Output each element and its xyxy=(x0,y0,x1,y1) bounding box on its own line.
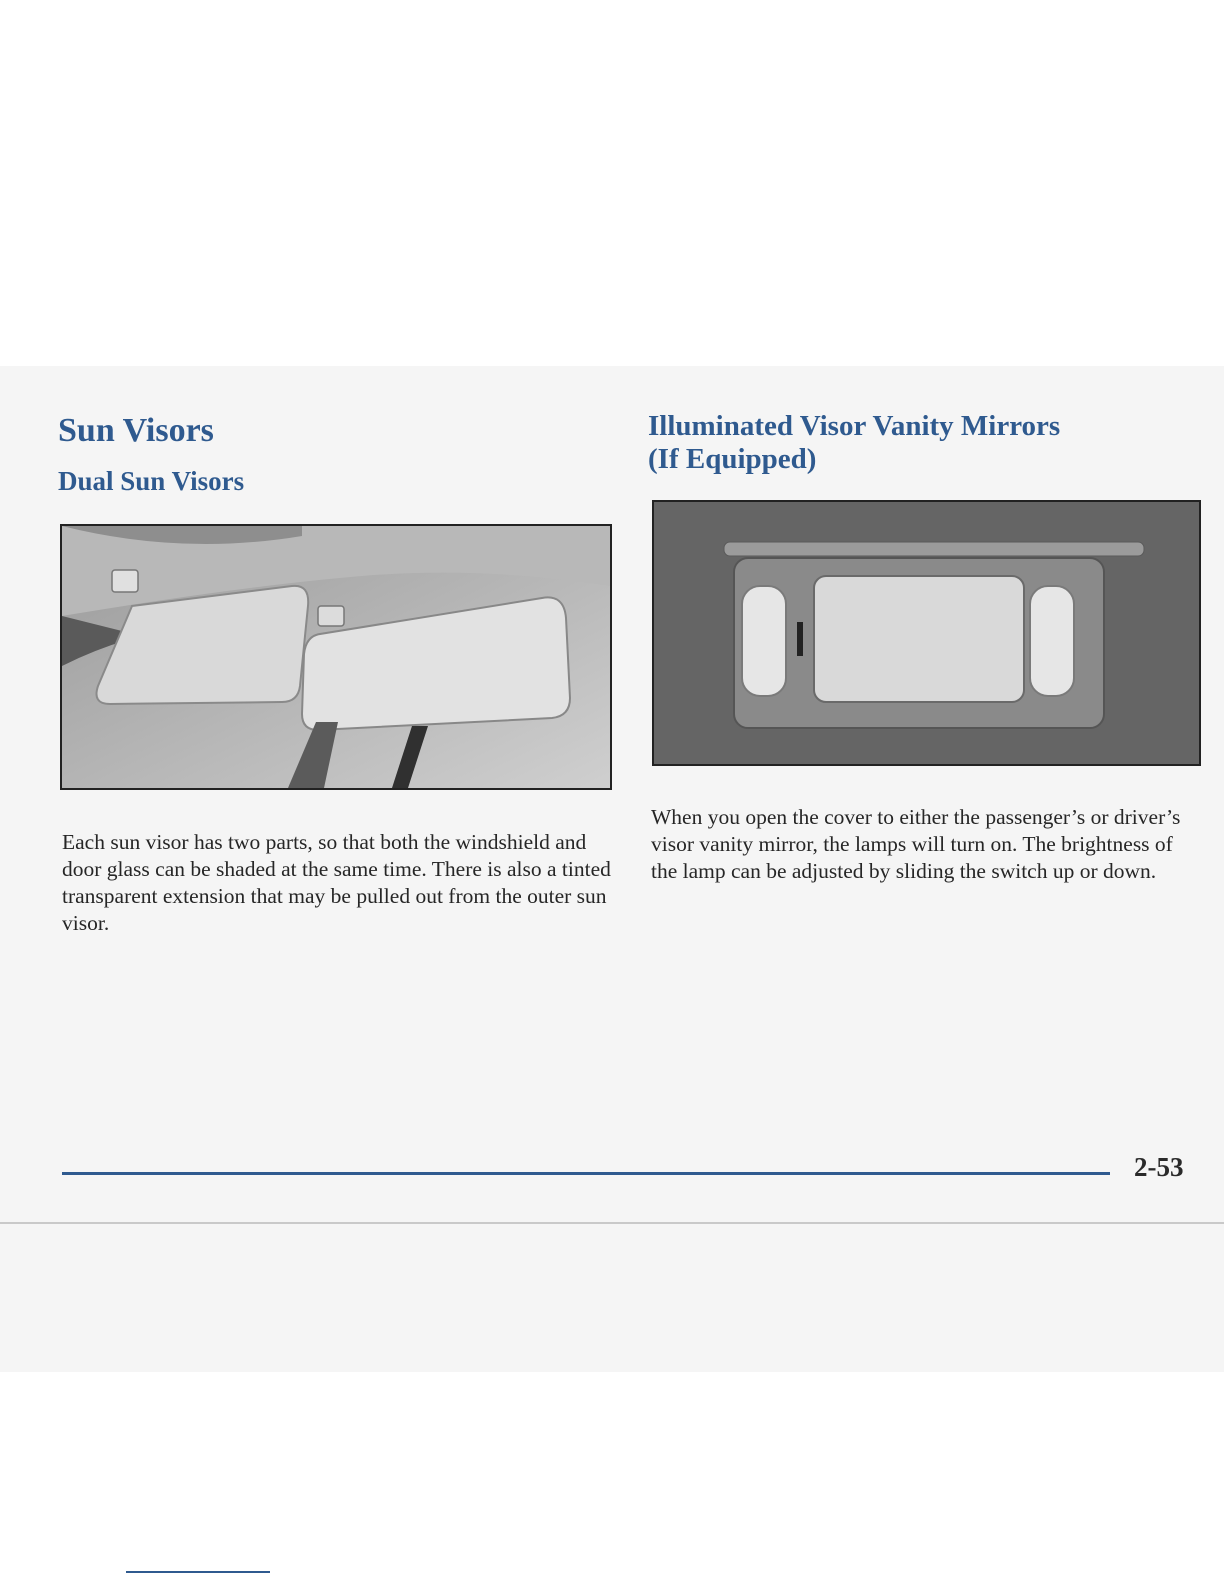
bottom-link-underline xyxy=(126,1571,270,1573)
sun-visors-description: Each sun visor has two parts, so that both the windshield and door glass can be shaded at the same time. There is also a tinted transparent extension that may be pulled out from the outer sun visor. xyxy=(62,830,611,935)
section-title-sun-visors: Sun Visors xyxy=(58,412,214,449)
subsection-title-dual-sun-visors: Dual Sun Visors xyxy=(58,466,245,496)
vanity-mirror-illustration xyxy=(654,502,1199,764)
title-line-2: (If Equipped) xyxy=(648,443,817,475)
sun-visors-illustration xyxy=(62,526,610,788)
scan-divider xyxy=(0,1222,1224,1224)
footer-rule xyxy=(62,1172,1110,1175)
section-title-vanity-mirrors xyxy=(648,410,1168,476)
title-line-1: Illuminated Visor Vanity Mirrors xyxy=(648,410,1061,442)
sun-visors-photo xyxy=(60,524,612,790)
page-number: 2-53 xyxy=(1134,1152,1184,1182)
vanity-mirror-description: When you open the cover to either the passenger’s or driver’s visor vanity mirror, the lamps will turn on. The brightness of the lamp can be adjusted by sliding the switch up or down. xyxy=(651,805,1181,883)
vanity-mirror-photo xyxy=(652,500,1201,766)
